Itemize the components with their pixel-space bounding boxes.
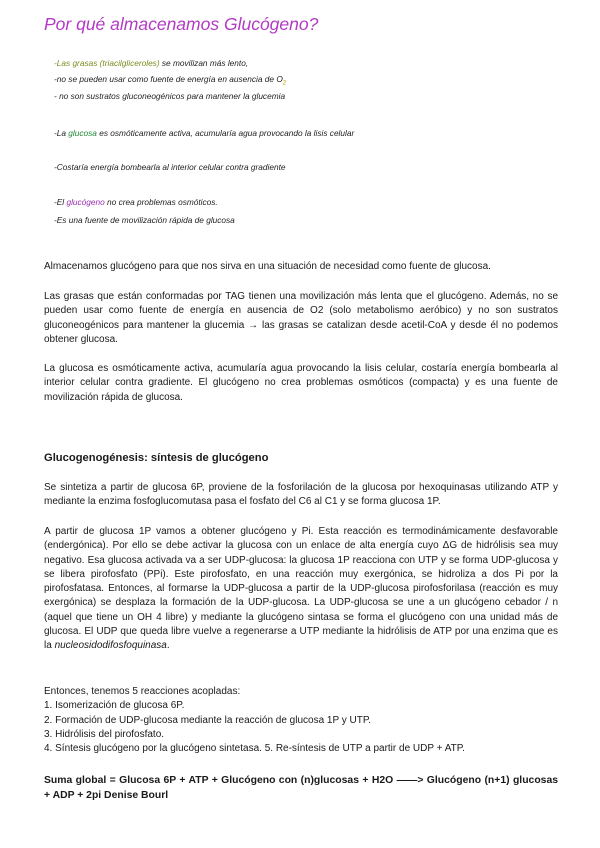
list-item: 3. Hidrólisis del pirofosfato. <box>44 728 165 740</box>
list-item: 4. Síntesis glucógeno por la glucógeno sintetasa. 5. Re-síntesis de UTP a partir de UDP + ATP. <box>44 743 465 755</box>
slide-bullet-1 <box>54 58 374 68</box>
paragraph-grasas: Las grasas que están conformadas por TAG tienen una movilización más lenta que el glucógeno. Además, no se pueden usar como fuente de energía en ausencia de O2 (solo metabolismo aeróbico) y no son sustratos gluconeogénicos para mantener la glucemia → las grasas se catalizan desde acetil-CoA y desde él no podemos obtener glucosa. <box>44 291 558 345</box>
global-summary: Suma global = Glucosa 6P + ATP + Glucógeno con (n)glucosas + H2O ——> Glucógeno (n+1) glucosas + ADP + 2pi Denise Bourl <box>44 775 558 801</box>
list-item: 2. Formación de UDP-glucosa mediante la reacción de glucosa 1P y UTP. <box>44 714 372 726</box>
section-heading: Glucogenogénesis: síntesis de glucógeno <box>44 452 269 464</box>
bullet-text: -La <box>54 128 69 138</box>
slide-bullet-3: - no son sustratos gluconeogénicos para mantener la glucemia <box>54 91 286 101</box>
glucosa-highlight: glucosa <box>68 128 97 138</box>
list-intro: Entonces, tenemos 5 reacciones acopladas: <box>44 686 241 697</box>
slide-bullet-7: -Es una fuente de movilización rápida de glucosa <box>54 215 235 225</box>
bullet-text: se movilizan más lento, <box>159 58 249 68</box>
paragraph-glucosa: La glucosa es osmóticamente activa, acumularía agua provocando la lisis celular, costaría energía bombearla al interior celular contra gradiente. El glucógeno no crea problemas osmóticos (compacta) y es una fuente de movilización rápida de glucosa. <box>44 363 558 403</box>
bullet-text: -no se pueden usar como fuente de energía en ausencia de O <box>54 74 283 84</box>
bullet-text: es osmóticamente activa, acumularía agua provocando la lisis celular <box>96 128 355 138</box>
grasas-highlight: Las grasas (triacilgliceroles) <box>56 58 160 68</box>
reaction-list <box>44 685 558 756</box>
glucogeno-highlight: glucógeno <box>66 197 105 207</box>
list-item: 1. Isomerización de glucosa 6P. <box>44 700 185 712</box>
paragraph-end: . <box>166 640 170 652</box>
slide-bullet-5: -Costaría energía bombearla al interior celular contra gradiente <box>54 162 286 172</box>
paragraph-text: A partir de glucosa 1P vamos a obtener glucógeno y Pi. Esta reacción es termodinámicamente desfavorable (endergónica). Por ello se debe activar la glucosa con un enlace de alta energía cuyo ΔG de hidrólisis sea muy negativo. Esa glucosa activada va a ser UDP-glucosa: la glucosa 1P reacciona con UTP y se forma UDP-glucosa y se libera pirofosfato (PPi). Este pirofosfato, en una reacción muy exergónica, se hidroliza a dos Pi por la pirofosfatasa. Entonces, al formarse la UDP-glucosa a partir de la UDP-glucosa pirofosforilasa (reacción es muy exergónica) se desplaza la formación de la UDP-glucosa. La UDP-glucosa se une a un glucógeno cebador / n (aquel que tiene un OH 4 libre) y mediante la glucógeno sintasa se forma el glucógeno con una unidad más de glucosa. El UDP que queda libre vuelve a regenerarse a UTP mediante la hidrólisis de ATP por una enzima que es la <box>44 526 558 652</box>
bullet-dash: - <box>54 58 57 68</box>
paragraph-intro: Almacenamos glucógeno para que nos sirva en una situación de necesidad como fuente de glucosa. <box>44 261 491 272</box>
o2-subscript: 2 <box>282 80 287 87</box>
paragraph-udp-glucosa <box>44 525 558 654</box>
bullet-text: no crea problemas osmóticos. <box>104 197 218 207</box>
slide-title: Por qué almacenamos Glucógeno? <box>44 14 319 34</box>
slide-bullet-4 <box>54 128 374 138</box>
enzyme-name: nucleosidodifosfoquinasa <box>54 640 167 652</box>
slide-bullet-6 <box>54 197 374 207</box>
slide-bullet-2 <box>54 74 374 88</box>
bullet-text: -El <box>54 197 67 207</box>
paragraph-sintesis: Se sintetiza a partir de glucosa 6P, proviene de la fosforilación de la glucosa por hexoquinasas utilizando ATP y mediante la enzima fosfoglucomutasa pasa el fosfato del C6 al C1 y se forma glucosa 1P. <box>44 482 558 508</box>
